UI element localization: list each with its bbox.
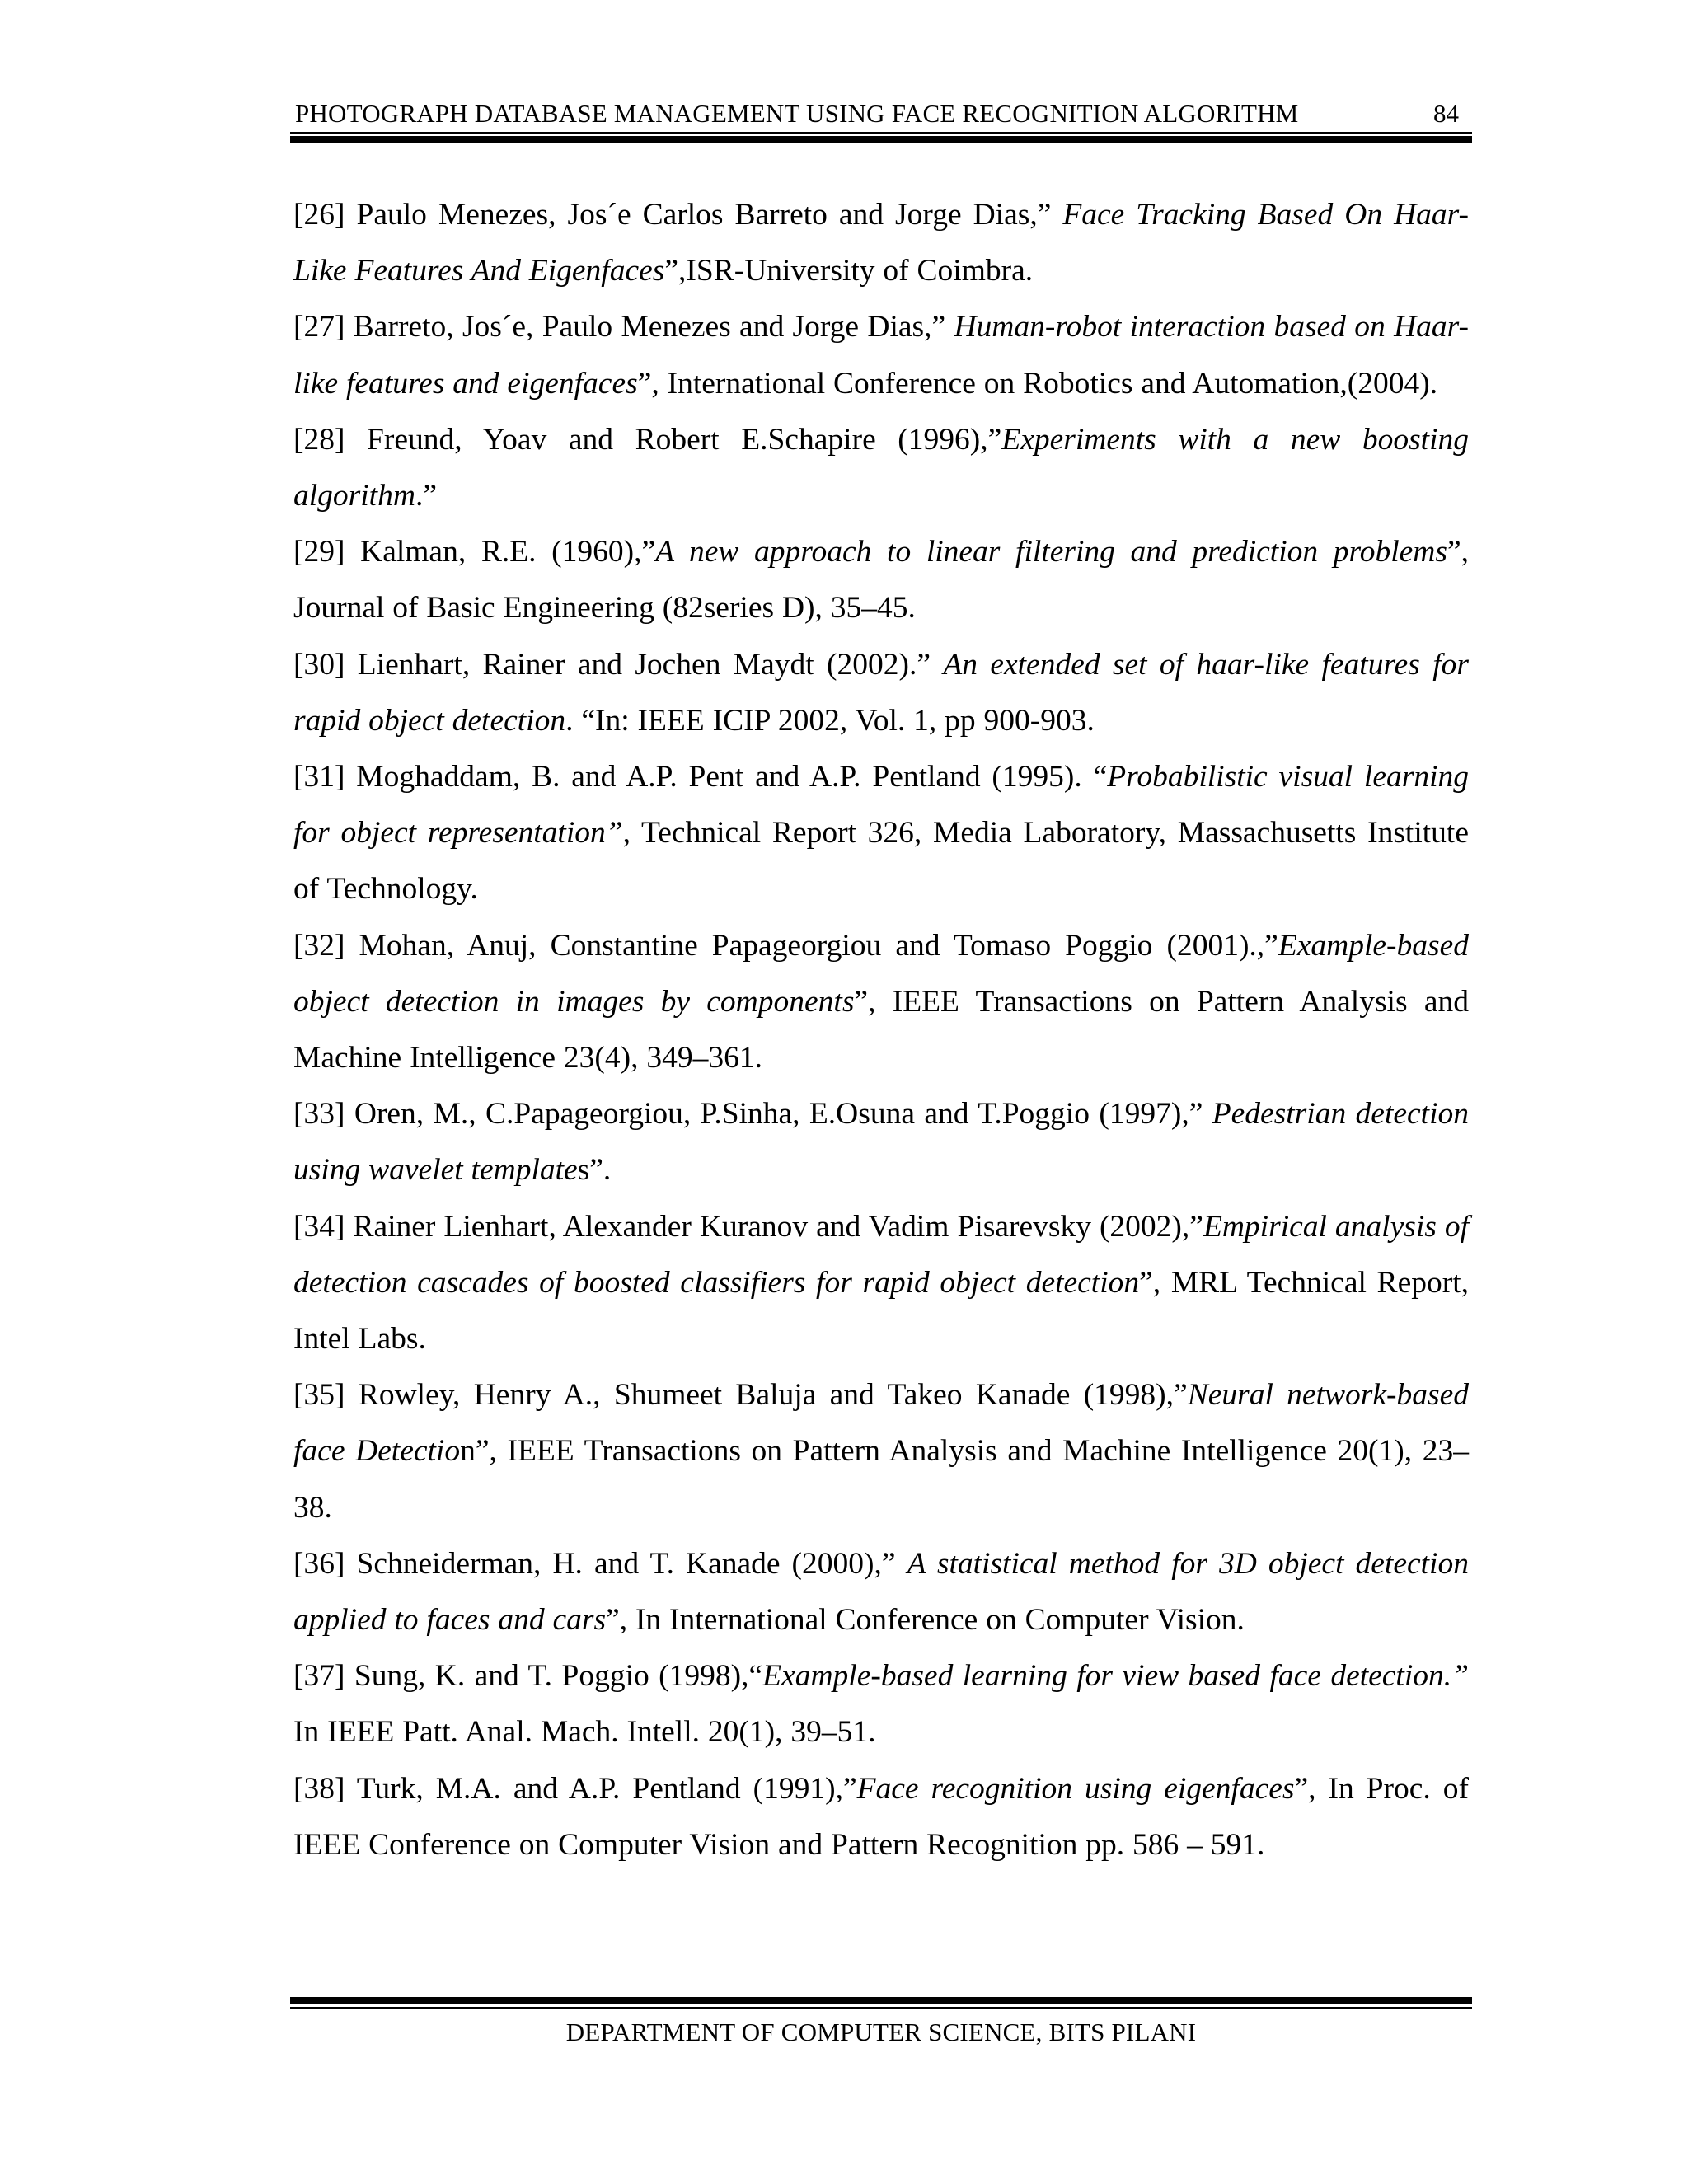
reference-authors: [35] Rowley, Henry A., Shumeet Baluja and Takeo Kanade (1998),” — [293, 1378, 1188, 1413]
reference-authors: [31] Moghaddam, B. and A.P. Pent and A.P. Pentland (1995). “ — [293, 760, 1108, 794]
reference-34 — [293, 1199, 1469, 1368]
reference-authors: [30] Lienhart, Rainer and Jochen Maydt (2002).” — [293, 647, 944, 682]
reference-source: In IEEE Patt. Anal. Mach. Intell. 20(1), 39–51. — [293, 1715, 876, 1750]
reference-37 — [293, 1648, 1469, 1760]
reference-authors: [26] Paulo Menezes, Jos´e Carlos Barreto and Jorge Dias,” — [293, 198, 1063, 232]
reference-28 — [293, 412, 1469, 524]
reference-source: ”, Journal of Basic Engineering (82series D), 35–45. — [293, 535, 1469, 626]
reference-source: ”, In International Conference on Computer Vision. — [606, 1603, 1245, 1638]
footer-rule-thin — [290, 2007, 1472, 2009]
running-header — [293, 97, 1471, 130]
header-rule-thick — [290, 136, 1472, 143]
reference-source: n”, IEEE Transactions on Pattern Analysis and Machine Intelligence 20(1), 23– 38. — [293, 1434, 1469, 1525]
reference-36 — [293, 1536, 1469, 1648]
reference-27 — [293, 299, 1469, 411]
header-rule-thin — [290, 132, 1472, 134]
page-number: 84 — [1433, 99, 1459, 128]
reference-authors: [36] Schneiderman, H. and T. Kanade (2000),” — [293, 1546, 907, 1581]
reference-35 — [293, 1367, 1469, 1536]
document-title: PHOTOGRAPH DATABASE MANAGEMENT USING FACE RECOGNITION ALGORITHM — [295, 99, 1299, 128]
reference-list — [293, 187, 1469, 1873]
reference-32 — [293, 918, 1469, 1087]
reference-source: s”. — [577, 1153, 612, 1188]
reference-source: ”, IEEE Transactions on Pattern Analysis and Machine Intelligence 23(4), 349–361. — [293, 984, 1469, 1076]
reference-source: ”, MRL Technical Report, Intel Labs. — [293, 1265, 1469, 1357]
reference-title: Face Tracking Based On Haar-Like Features And Eigenfaces — [293, 198, 1470, 288]
reference-title: A new approach to linear filtering and prediction problems — [655, 535, 1447, 569]
reference-title: Neural network-based face Detectio — [293, 1378, 1469, 1469]
reference-title: An extended set of haar-like features for rapid object detection — [293, 647, 1469, 738]
reference-26 — [293, 187, 1469, 299]
reference-title: Human-robot interaction based on Haar-like features and eigenfaces — [293, 310, 1469, 401]
reference-source: ”, In Proc. of IEEE Conference on Computer Vision and Pattern Recognition pp. 586 – 591. — [293, 1771, 1470, 1862]
reference-title: Experiments with a new boosting algorithm — [293, 422, 1469, 513]
page-footer: DEPARTMENT OF COMPUTER SCIENCE, BITS PILANI — [565, 2018, 1197, 2046]
reference-authors: [34] Rainer Lienhart, Alexander Kuranov and Vadim Pisarevsky (2002),” — [293, 1209, 1203, 1244]
reference-source: , Technical Report 326, Media Laboratory, Massachusetts Institute of Technology. — [293, 816, 1469, 907]
reference-source: . “In: IEEE ICIP 2002, Vol. 1, pp 900-903. — [565, 703, 1095, 738]
reference-31 — [293, 749, 1469, 918]
reference-29 — [293, 524, 1469, 636]
footer-rule-thick — [290, 1997, 1472, 2004]
reference-38 — [293, 1761, 1469, 1873]
reference-title: Empirical analysis of detection cascades of boosted classifiers for rapid object detection — [293, 1209, 1469, 1300]
reference-title: Example-based object detection in images by components — [293, 928, 1469, 1019]
reference-33 — [293, 1086, 1469, 1198]
reference-authors: [29] Kalman, R.E. (1960),” — [293, 535, 656, 569]
reference-source: ”, International Conference on Robotics and Automation,(2004). — [637, 366, 1438, 401]
reference-authors: [38] Turk, M.A. and A.P. Pentland (1991),” — [293, 1771, 857, 1806]
reference-authors: [27] Barreto, Jos´e, Paulo Menezes and Jorge Dias,” — [293, 310, 954, 344]
reference-title: Pedestrian detection using wavelet template — [293, 1097, 1469, 1188]
reference-title: Face recognition using eigenfaces — [856, 1771, 1295, 1806]
reference-authors: [28] Freund, Yoav and Robert E.Schapire (1996),” — [293, 422, 1002, 457]
reference-title: A statistical method for 3D object detection applied to faces and cars — [293, 1546, 1469, 1638]
reference-30 — [293, 637, 1469, 749]
reference-source: ”,ISR-University of Coimbra. — [664, 254, 1034, 288]
reference-source: .” — [415, 479, 437, 513]
reference-authors: [37] Sung, K. and T. Poggio (1998),“ — [293, 1659, 763, 1694]
reference-title: Probabilistic visual learning for object representation” — [293, 760, 1469, 851]
reference-authors: [33] Oren, M., C.Papageorgiou, P.Sinha, E.Osuna and T.Poggio (1997),” — [293, 1097, 1212, 1132]
reference-title: Example-based learning for view based face detection.” — [762, 1659, 1469, 1694]
reference-authors: [32] Mohan, Anuj, Constantine Papageorgiou and Tomaso Poggio (2001).,” — [293, 928, 1278, 963]
